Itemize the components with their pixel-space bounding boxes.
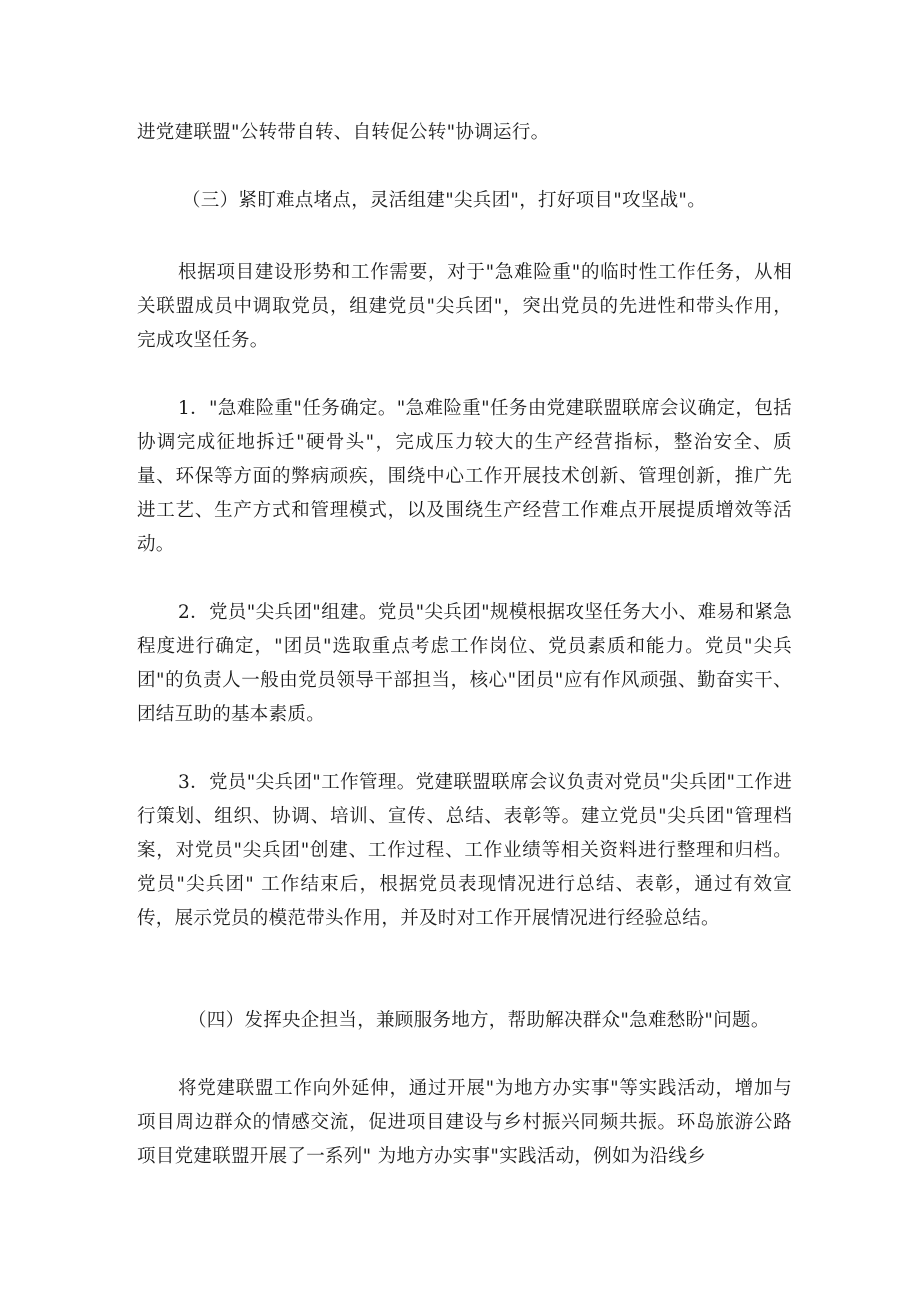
section-heading-4: （四）发挥央企担当，兼顾服务地方，帮助解决群众"急难愁盼"问题。 [188,1010,770,1031]
paragraph-intro: 根据项目建设形势和工作需要，对于"急难险重"的临时性工作任务，从相关联盟成员中调取党员，组建党员"尖兵团"，突出党员的先进性和带头作用，完成攻坚任务。 [137,262,792,351]
paragraph-item-2: 2．党员"尖兵团"组建。党员"尖兵团"规模根据攻坚任务大小、难易和紧急程度进行确定，"团员"选取重点考虑工作岗位、党员素质和能力。党员"尖兵团"的负责人一般由党员领导干部担当，核心"团员"应有作风顽强、勤奋实干、团结互助的基本素质。 [137,602,792,725]
section-heading-3: （三）紧盯难点堵点，灵活组建"尖兵团"，打好项目"攻坚战"。 [182,190,707,211]
paragraph-item-1: 1．"急难险重"任务确定。"急难险重"任务由党建联盟联席会议确定，包括协调完成征地拆迁"硬骨头"，完成压力较大的生产经营指标，整治安全、质量、环保等方面的弊病顽疾，围绕中心工作开展技术创新、管理创新，推广先进工艺、生产方式和管理模式，以及围绕生产经营工作难点开展提质增效等活动。 [137,398,792,555]
paragraph-item-3: 3．党员"尖兵团"工作管理。党建联盟联席会议负责对党员"尖兵团"工作进行策划、组织、协调、培训、宣传、总结、表彰等。建立党员"尖兵团"管理档案，对党员"尖兵团"创建、工作过程、工作业绩等相关资料进行整理和归档。党员"尖兵团" 工作结束后，根据党员表现情况进行总结、表彰，通过有效宣传，展示党员的模范带头作用，并及时对工作开展情况进行经验总结。 [137,772,792,929]
paragraph-local-service: 将党建联盟工作向外延伸，通过开展"为地方办实事"等实践活动，增加与项目周边群众的情感交流，促进项目建设与乡村振兴同频共振。环岛旅游公路项目党建联盟开展了一系列" 为地方办实事"实践活动，例如为沿线乡 [137,1078,792,1167]
paragraph-continuation: 进党建联盟"公转带自转、自转促公转"协调运行。 [137,122,550,143]
